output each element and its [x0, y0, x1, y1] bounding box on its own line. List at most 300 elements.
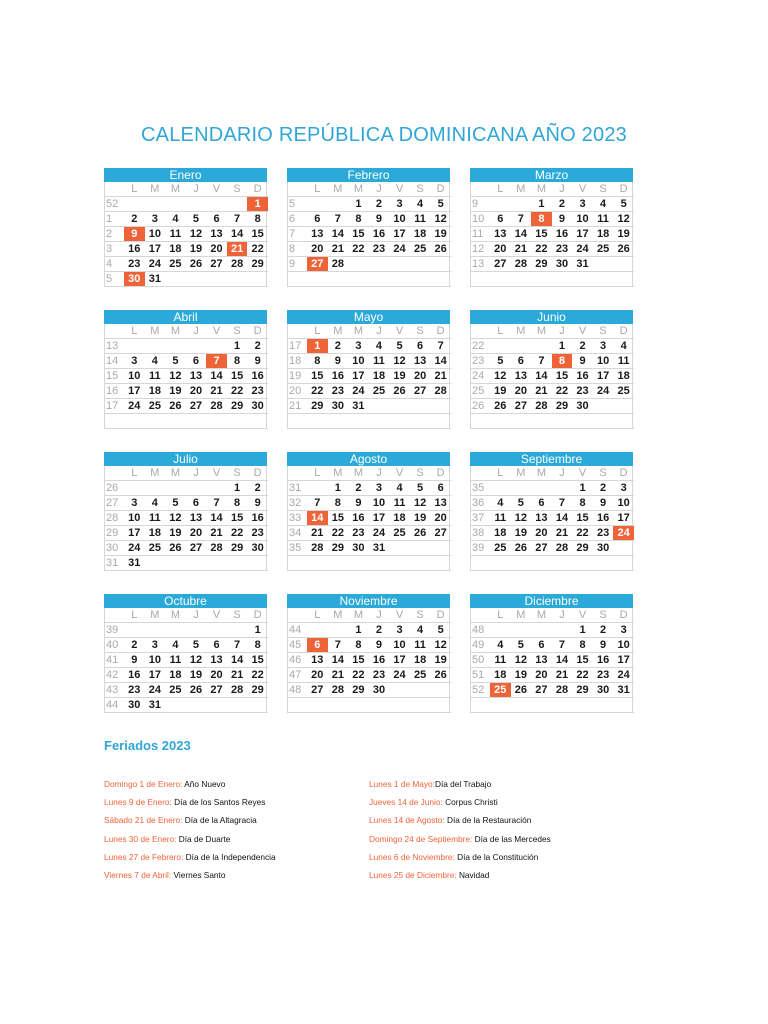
week-number: 33	[288, 511, 307, 526]
empty-cell	[227, 272, 248, 287]
weekday-header: D	[430, 608, 451, 623]
weekday-header: S	[593, 324, 614, 339]
day-cell: 21	[531, 384, 552, 399]
day-cell: 17	[593, 369, 614, 384]
week-number: 30	[105, 541, 124, 556]
weekday-header: D	[430, 182, 451, 197]
day-cell: 13	[410, 354, 431, 369]
day-cell: 18	[593, 227, 614, 242]
day-cell: 26	[186, 683, 207, 698]
day-cell: 29	[328, 541, 349, 556]
empty-cell	[124, 339, 145, 354]
month-name: Agosto	[287, 452, 450, 466]
week-number	[288, 272, 307, 287]
empty-cell	[490, 414, 511, 429]
week-number: 3	[105, 242, 124, 257]
day-cell: 4	[165, 212, 186, 227]
day-cell: 24	[145, 257, 166, 272]
week-number: 52	[105, 197, 124, 212]
day-cell: 5	[490, 354, 511, 369]
day-cell: 1	[572, 481, 593, 496]
day-cell: 7	[227, 212, 248, 227]
day-cell: 17	[145, 242, 166, 257]
day-cell: 23	[328, 384, 349, 399]
day-cell: 3	[124, 496, 145, 511]
day-cell: 20	[410, 369, 431, 384]
weekday-header: S	[410, 608, 431, 623]
day-cell: 17	[124, 384, 145, 399]
empty-cell	[613, 414, 634, 429]
day-cell: 2	[369, 623, 390, 638]
day-cell: 25	[165, 683, 186, 698]
holiday-item	[369, 779, 551, 797]
empty-cell	[430, 683, 451, 698]
empty-cell	[206, 414, 227, 429]
day-cell: 12	[410, 496, 431, 511]
weekday-header: V	[389, 466, 410, 481]
day-cell: 8	[307, 354, 328, 369]
empty-cell	[307, 623, 328, 638]
empty-cell	[552, 556, 573, 571]
empty-cell	[531, 339, 552, 354]
week-number: 14	[105, 354, 124, 369]
empty-cell	[186, 623, 207, 638]
weekday-header: M	[145, 608, 166, 623]
weekday-header: V	[206, 466, 227, 481]
day-cell: 28	[206, 541, 227, 556]
week-number: 44	[288, 623, 307, 638]
weekday-header: M	[145, 324, 166, 339]
empty-cell	[348, 272, 369, 287]
day-cell: 27	[511, 399, 532, 414]
day-cell: 8	[348, 638, 369, 653]
day-cell: 30	[247, 399, 268, 414]
day-cell: 16	[369, 227, 390, 242]
empty-cell	[186, 698, 207, 713]
day-cell: 21	[430, 369, 451, 384]
empty-cell	[328, 197, 349, 212]
empty-cell	[165, 339, 186, 354]
holiday-date: Domingo 1 de Enero:	[104, 779, 185, 789]
month-name: Octubre	[104, 594, 267, 608]
day-cell: 10	[124, 369, 145, 384]
holiday-item	[104, 834, 276, 852]
day-cell: 24	[124, 399, 145, 414]
day-cell: 7	[328, 212, 349, 227]
day-cell: 13	[531, 511, 552, 526]
day-cell: 1	[348, 623, 369, 638]
day-cell: 28	[328, 683, 349, 698]
weekday-header: J	[369, 324, 390, 339]
day-cell: 20	[490, 242, 511, 257]
day-cell: 3	[389, 623, 410, 638]
weekday-header: V	[206, 324, 227, 339]
empty-cell	[593, 414, 614, 429]
month-name: Abril	[104, 310, 267, 324]
day-cell: 28	[430, 384, 451, 399]
day-cell: 12	[511, 511, 532, 526]
week-number: 42	[105, 668, 124, 683]
weekday-header: L	[124, 182, 145, 197]
holiday-item	[104, 797, 276, 815]
day-cell: 30	[247, 541, 268, 556]
holiday-item	[369, 852, 551, 870]
day-cell: 24	[124, 541, 145, 556]
day-cell: 4	[165, 638, 186, 653]
day-cell: 24	[389, 242, 410, 257]
day-cell: 6	[186, 496, 207, 511]
day-cell: 10	[124, 511, 145, 526]
empty-cell	[552, 623, 573, 638]
holiday-item	[369, 834, 551, 852]
day-cell: 19	[389, 369, 410, 384]
day-cell: 5	[165, 354, 186, 369]
empty-cell	[389, 272, 410, 287]
day-cell: 24	[389, 668, 410, 683]
week-number: 39	[105, 623, 124, 638]
weekday-header: S	[410, 182, 431, 197]
empty-cell	[328, 698, 349, 713]
day-cell: 7	[552, 496, 573, 511]
day-cell: 28	[552, 683, 573, 698]
day-cell: 2	[348, 481, 369, 496]
day-cell: 18	[145, 526, 166, 541]
day-cell: 27	[206, 257, 227, 272]
day-cell: 5	[165, 496, 186, 511]
weekday-header: D	[430, 466, 451, 481]
day-cell: 26	[165, 541, 186, 556]
weekday-header: J	[552, 324, 573, 339]
week-number	[288, 414, 307, 429]
day-cell: 8	[572, 638, 593, 653]
empty-cell	[511, 623, 532, 638]
holiday-name: Día del Trabajo	[434, 779, 492, 789]
week-number: 2	[105, 227, 124, 242]
empty-cell	[369, 257, 390, 272]
week-number: 17	[288, 339, 307, 354]
day-cell: 21	[227, 668, 248, 683]
day-cell: 16	[593, 511, 614, 526]
week-number	[471, 556, 490, 571]
month-5	[470, 310, 633, 429]
day-cell: 6	[410, 339, 431, 354]
holiday-name: Viernes Santo	[173, 869, 226, 880]
week-number: 26	[105, 481, 124, 496]
weekday-header: M	[145, 182, 166, 197]
day-cell: 20	[206, 242, 227, 257]
day-cell: 21	[552, 526, 573, 541]
day-cell: 21	[307, 526, 328, 541]
day-cell: 6	[186, 354, 207, 369]
holiday-day-cell: 9	[124, 227, 145, 242]
empty-cell	[124, 197, 145, 212]
day-cell: 26	[165, 399, 186, 414]
empty-cell	[531, 481, 552, 496]
weekday-header: M	[348, 182, 369, 197]
holiday-name: Año Nuevo	[184, 779, 226, 789]
day-cell: 16	[348, 511, 369, 526]
day-cell: 4	[145, 354, 166, 369]
day-cell: 18	[410, 653, 431, 668]
day-cell: 11	[389, 496, 410, 511]
day-cell: 15	[328, 511, 349, 526]
day-cell: 30	[348, 541, 369, 556]
empty-cell	[227, 698, 248, 713]
day-cell: 3	[593, 339, 614, 354]
day-cell: 11	[593, 212, 614, 227]
day-cell: 4	[410, 197, 431, 212]
weekday-header: M	[531, 466, 552, 481]
holiday-date: Lunes 27 de Febrero:	[104, 851, 186, 862]
empty-cell	[430, 556, 451, 571]
day-cell: 5	[613, 197, 634, 212]
week-number: 11	[471, 227, 490, 242]
day-cell: 10	[613, 496, 634, 511]
empty-cell	[165, 272, 186, 287]
week-number: 9	[288, 257, 307, 272]
holiday-name: Día de la Altagracia	[184, 815, 257, 826]
empty-cell	[186, 556, 207, 571]
week-number: 48	[288, 683, 307, 698]
day-cell: 6	[430, 481, 451, 496]
day-cell: 18	[165, 242, 186, 257]
empty-cell	[124, 414, 145, 429]
week-number: 41	[105, 653, 124, 668]
empty-cell	[206, 481, 227, 496]
week-number: 47	[288, 668, 307, 683]
empty-cell	[410, 257, 431, 272]
day-cell: 2	[124, 638, 145, 653]
day-cell: 1	[247, 623, 268, 638]
day-cell: 28	[531, 399, 552, 414]
month-name: Enero	[104, 168, 267, 182]
weekday-header: V	[206, 608, 227, 623]
day-cell: 29	[531, 257, 552, 272]
weekday-header: L	[124, 324, 145, 339]
day-cell: 13	[186, 369, 207, 384]
holiday-day-cell: 6	[307, 638, 328, 653]
empty-cell	[490, 272, 511, 287]
empty-cell	[369, 399, 390, 414]
month-name: Noviembre	[287, 594, 450, 608]
empty-cell	[531, 556, 552, 571]
day-cell: 1	[227, 481, 248, 496]
month-name: Julio	[104, 452, 267, 466]
day-cell: 10	[613, 638, 634, 653]
day-cell: 11	[490, 653, 511, 668]
day-cell: 9	[572, 354, 593, 369]
empty-cell	[145, 481, 166, 496]
empty-cell	[165, 197, 186, 212]
empty-cell	[348, 414, 369, 429]
day-cell: 24	[145, 683, 166, 698]
day-cell: 18	[613, 369, 634, 384]
day-cell: 15	[348, 227, 369, 242]
holiday-item	[104, 815, 276, 833]
day-cell: 31	[613, 683, 634, 698]
holiday-list-left	[104, 779, 276, 888]
day-cell: 7	[430, 339, 451, 354]
holiday-date: Domingo 24 de Septiembre:	[369, 833, 475, 844]
day-cell: 22	[572, 668, 593, 683]
day-cell: 18	[410, 227, 431, 242]
weekday-header: D	[613, 324, 634, 339]
week-number: 20	[288, 384, 307, 399]
day-cell: 27	[430, 526, 451, 541]
week-number: 52	[471, 683, 490, 698]
day-cell: 3	[613, 623, 634, 638]
empty-cell	[307, 197, 328, 212]
empty-cell	[410, 556, 431, 571]
day-cell: 29	[247, 257, 268, 272]
empty-cell	[389, 698, 410, 713]
day-cell: 22	[307, 384, 328, 399]
empty-cell	[369, 698, 390, 713]
empty-cell	[328, 623, 349, 638]
empty-cell	[572, 272, 593, 287]
day-cell: 29	[572, 541, 593, 556]
day-cell: 17	[389, 653, 410, 668]
empty-cell	[206, 197, 227, 212]
month-name: Marzo	[470, 168, 633, 182]
day-cell: 18	[490, 526, 511, 541]
week-number	[288, 556, 307, 571]
month-name: Febrero	[287, 168, 450, 182]
day-cell: 12	[490, 369, 511, 384]
empty-cell	[389, 556, 410, 571]
day-cell: 28	[328, 257, 349, 272]
day-cell: 14	[511, 227, 532, 242]
day-cell: 6	[206, 638, 227, 653]
holiday-item	[104, 852, 276, 870]
month-name: Junio	[470, 310, 633, 324]
day-cell: 7	[511, 212, 532, 227]
weekday-header: M	[348, 324, 369, 339]
day-cell: 13	[307, 227, 328, 242]
day-cell: 26	[613, 242, 634, 257]
weekday-header: J	[369, 466, 390, 481]
weekday-header: M	[328, 324, 349, 339]
week-number	[471, 698, 490, 713]
empty-cell	[186, 272, 207, 287]
empty-cell	[165, 698, 186, 713]
holiday-date: Jueves 14 de Junio:	[369, 797, 446, 808]
week-number: 7	[288, 227, 307, 242]
weekday-header: S	[227, 466, 248, 481]
day-cell: 9	[369, 212, 390, 227]
empty-cell	[124, 623, 145, 638]
week-number: 10	[471, 212, 490, 227]
day-cell: 30	[328, 399, 349, 414]
holiday-name: Corpus Christi	[445, 797, 498, 808]
day-cell: 3	[613, 481, 634, 496]
day-cell: 11	[369, 354, 390, 369]
day-cell: 17	[369, 511, 390, 526]
day-cell: 11	[145, 511, 166, 526]
empty-cell	[165, 414, 186, 429]
weekday-header: M	[165, 466, 186, 481]
day-cell: 4	[490, 638, 511, 653]
day-cell: 22	[247, 242, 268, 257]
day-cell: 14	[328, 227, 349, 242]
holiday-name: Día de las Mercedes	[474, 833, 551, 844]
week-number: 48	[471, 623, 490, 638]
day-cell: 23	[572, 384, 593, 399]
day-cell: 5	[389, 339, 410, 354]
day-cell: 6	[490, 212, 511, 227]
day-cell: 26	[511, 541, 532, 556]
week-number: 13	[105, 339, 124, 354]
day-cell: 18	[145, 384, 166, 399]
weekday-header: M	[531, 324, 552, 339]
day-cell: 15	[572, 511, 593, 526]
day-cell: 2	[572, 339, 593, 354]
empty-cell	[328, 556, 349, 571]
day-cell: 5	[186, 638, 207, 653]
day-cell: 22	[572, 526, 593, 541]
day-cell: 27	[186, 399, 207, 414]
empty-cell	[430, 541, 451, 556]
weekday-header: M	[348, 608, 369, 623]
day-cell: 16	[247, 511, 268, 526]
day-cell: 25	[165, 257, 186, 272]
weekday-header: V	[572, 466, 593, 481]
empty-cell	[613, 698, 634, 713]
empty-cell	[490, 481, 511, 496]
feriados-title: Feriados 2023	[104, 738, 191, 753]
empty-cell	[186, 481, 207, 496]
day-cell: 22	[348, 242, 369, 257]
empty-cell	[165, 481, 186, 496]
day-cell: 23	[369, 668, 390, 683]
week-number: 22	[471, 339, 490, 354]
day-cell: 12	[511, 653, 532, 668]
empty-cell	[206, 623, 227, 638]
week-number: 40	[105, 638, 124, 653]
day-cell: 27	[206, 683, 227, 698]
day-cell: 8	[247, 638, 268, 653]
day-cell: 5	[511, 638, 532, 653]
day-cell: 2	[328, 339, 349, 354]
empty-cell	[227, 414, 248, 429]
weekday-header: J	[186, 324, 207, 339]
weekday-header: D	[613, 608, 634, 623]
day-cell: 26	[490, 399, 511, 414]
week-number: 21	[288, 399, 307, 414]
holiday-item	[104, 779, 276, 797]
holiday-day-cell: 8	[552, 354, 573, 369]
month-7	[287, 452, 450, 571]
day-cell: 24	[593, 384, 614, 399]
day-cell: 3	[145, 638, 166, 653]
day-cell: 27	[307, 683, 328, 698]
empty-cell	[511, 339, 532, 354]
day-cell: 26	[389, 384, 410, 399]
day-cell: 14	[227, 227, 248, 242]
empty-cell	[430, 414, 451, 429]
holiday-day-cell: 1	[307, 339, 328, 354]
day-cell: 23	[369, 242, 390, 257]
day-cell: 23	[247, 384, 268, 399]
weekday-header: S	[227, 182, 248, 197]
day-cell: 9	[369, 638, 390, 653]
month-name: Septiembre	[470, 452, 633, 466]
day-cell: 12	[186, 227, 207, 242]
empty-cell	[369, 556, 390, 571]
day-cell: 11	[410, 638, 431, 653]
day-cell: 9	[247, 354, 268, 369]
week-number: 46	[288, 653, 307, 668]
